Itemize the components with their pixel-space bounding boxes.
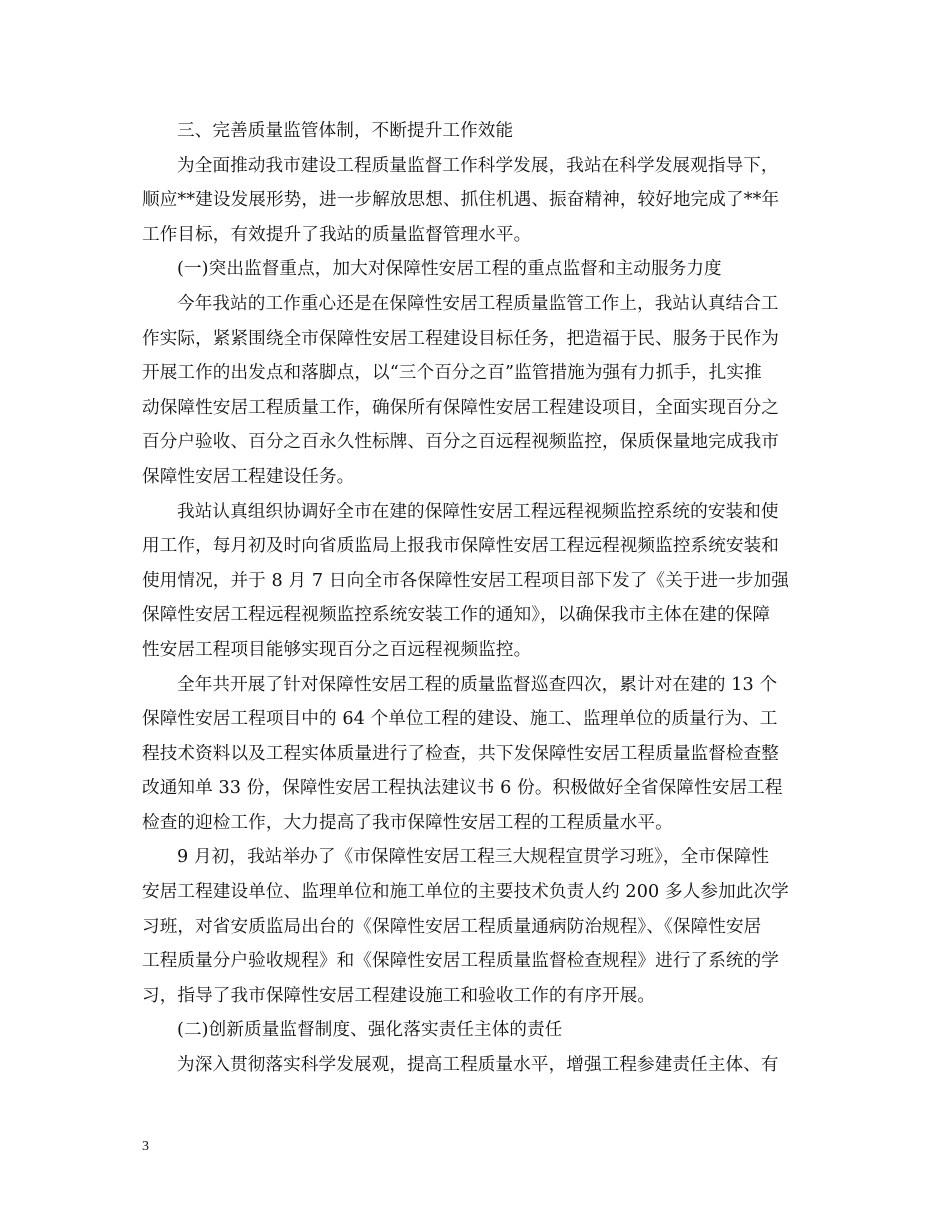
text-line: 我站认真组织协调好全市在建的保障性安居工程远程视频监控系统的安装和使 bbox=[177, 501, 779, 522]
text-line: 动保障性安居工程质量工作，确保所有保障性安居工程建设项目，全面实现百分之 bbox=[142, 397, 779, 418]
text-line: 顺应**建设发展形势，进一步解放思想、抓住机遇、振奋精神，较好地完成了**年 bbox=[142, 190, 780, 211]
text-line: 作实际，紧紧围绕全市保障性安居工程建设目标任务，把造福于民、服务于民作为 bbox=[142, 328, 779, 349]
text-line: (一)突出监督重点，加大对保障性安居工程的重点监督和主动服务力度 bbox=[177, 259, 722, 280]
text-line: 用工作，每月初及时向省质监局上报我市保障性安居工程远程视频监控系统安装和 bbox=[142, 536, 779, 557]
text-line: 改通知单 33 份，保障性安居工程执法建议书 6 份。积极做好全省保障性安居工程 bbox=[142, 778, 783, 799]
text-line: 全年共开展了针对保障性安居工程的质量监督巡查四次，累计对在建的 13 个 bbox=[177, 674, 778, 695]
text-line: 为深入贯彻落实科学发展观，提高工程质量水平，增强工程参建责任主体、有 bbox=[177, 1055, 779, 1076]
text-line: 工程质量分户验收规程》和《保障性安居工程质量监督检查规程》进行了系统的学 bbox=[142, 951, 779, 972]
text-line: (二)创新质量监督制度、强化落实责任主体的责任 bbox=[177, 1020, 563, 1041]
text-line: 习班，对省安质监局出台的《保障性安居工程质量通病防治规程》、《保障性安居 bbox=[142, 916, 762, 937]
text-line: 保障性安居工程远程视频监控系统安装工作的通知》，以确保我市主体在建的保障 bbox=[142, 605, 771, 626]
text-line: 9 月初，我站举办了《市保障性安居工程三大规程宣贯学习班》，全市保障性 bbox=[177, 847, 770, 868]
text-line: 检查的迎检工作，大力提高了我市保障性安居工程的工程质量水平。 bbox=[142, 812, 673, 833]
text-line: 使用情况，并于 8 月 7 日向全市各保障性安居工程项目部下发了《关于进一步加强 bbox=[142, 570, 789, 591]
text-line: 性安居工程项目能够实现百分之百远程视频监控。 bbox=[142, 639, 532, 660]
text-line: 工作目标，有效提升了我站的质量监督管理水平。 bbox=[142, 224, 532, 245]
text-line: 习，指导了我市保障性安居工程建设施工和验收工作的有序开展。 bbox=[142, 985, 656, 1006]
text-line: 保障性安居工程项目中的 64 个单位工程的建设、施工、监理单位的质量行为、工 bbox=[142, 709, 778, 730]
document-body bbox=[142, 114, 814, 1083]
text-line: 开展工作的出发点和落脚点，以“三个百分之百”监管措施为强有力抓手，扎实推 bbox=[142, 363, 762, 384]
text-line: 保障性安居工程建设任务。 bbox=[142, 466, 355, 487]
text-line: 程技术资料以及工程实体质量进行了检查，共下发保障性安居工程质量监督检查整 bbox=[142, 743, 779, 764]
text-line: 三、完善质量监管体制，不断提升工作效能 bbox=[177, 121, 514, 141]
text-line: 安居工程建设单位、监理单位和施工单位的主要技术负责人约 200 多人参加此次学 bbox=[142, 882, 789, 903]
text-line: 为全面推动我市建设工程质量监督工作科学发展，我站在科学发展观指导下， bbox=[177, 155, 779, 176]
text-line: 百分户验收、百分之百永久性标牌、百分之百远程视频监控，保质保量地完成我市 bbox=[142, 432, 779, 453]
text-line: 今年我站的工作重心还是在保障性安居工程质量监管工作上，我站认真结合工 bbox=[177, 293, 779, 314]
page-number: 3 bbox=[142, 1139, 149, 1154]
